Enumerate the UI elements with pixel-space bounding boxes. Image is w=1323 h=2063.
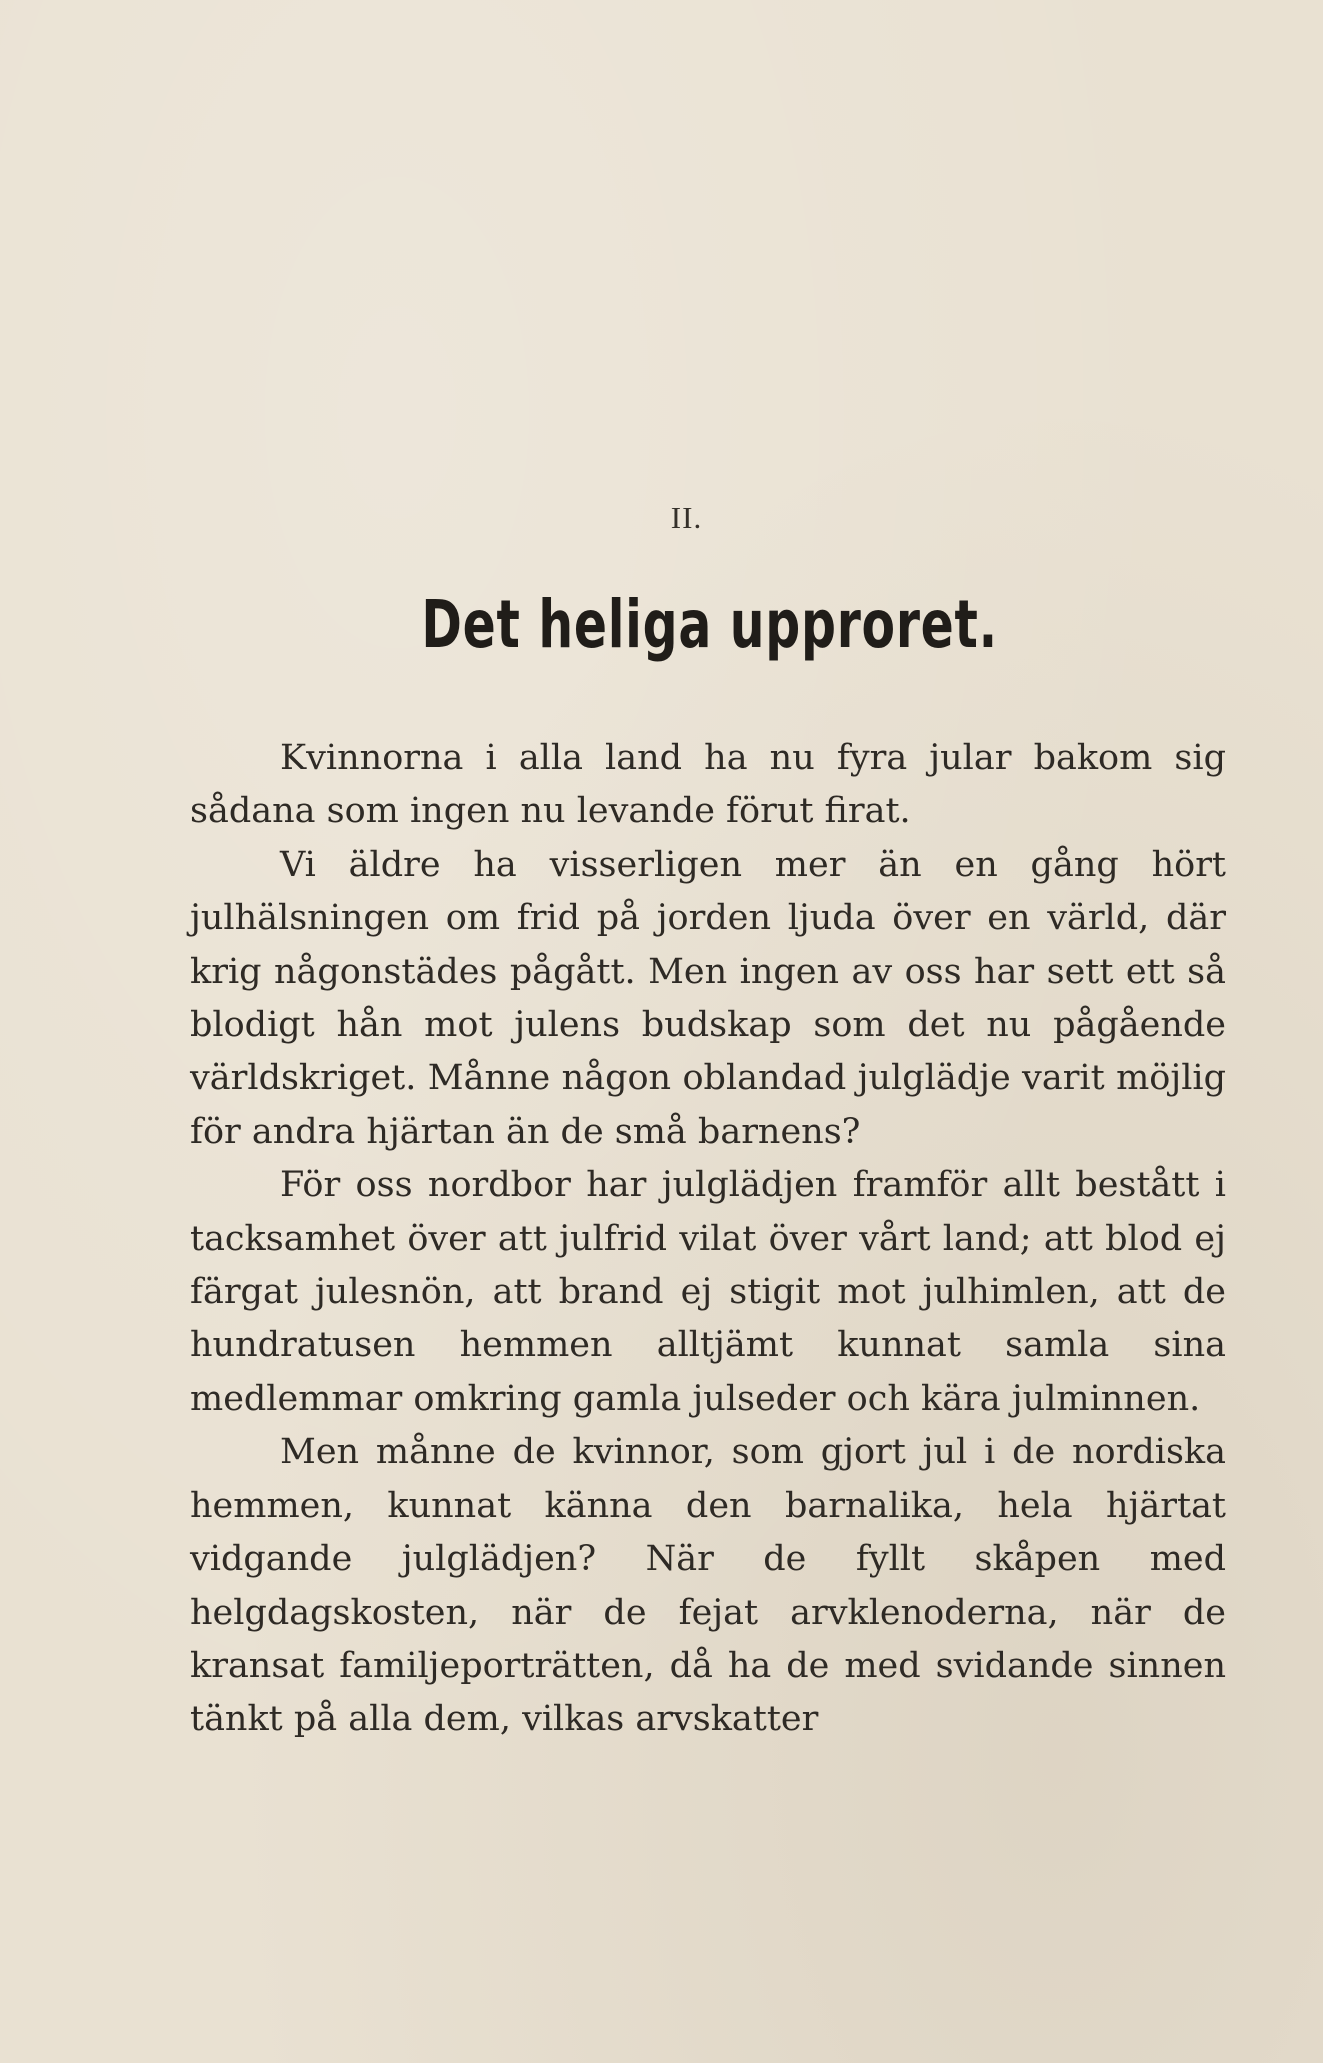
chapter-title: Det heliga upproret. [421,586,998,663]
paragraph: Vi äldre ha visserligen mer än en gång hört julhälsningen om frid på jorden ljuda över en värld, där krig någonstädes pågått. Men ingen av oss har sett ett så blodigt hån mot julens budskap som det nu pågående världskriget. Månne någon oblandad julglädje varit möjlig för andra hjärtan än de små barnens? [190,844,1226,1152]
paragraph: Men månne de kvinnor, som gjort jul i de nordiska hemmen, kunnat känna den barnalika, hela hjärtat vidgande julglädjen? När de fyllt skåpen med helgdagskosten, när de fejat arvklenoderna, när de kransat familjeporträtten, då ha de med svidande sinnen tänkt på alla dem, vilkas arvskatter [190,1432,1226,1740]
paragraph: Kvinnorna i alla land ha nu fyra jular bakom sig sådana som ingen nu levande förut firat. [190,738,1226,832]
body-text [190,732,1226,1747]
chapter-number: II. [670,500,703,535]
paragraph: För oss nordbor har julglädjen framför allt bestått i tacksamhet över att julfrid vilat över vårt land; att blod ej färgat julesnön, att brand ej stigit mot julhimlen, att de hundratusen hemmen alltjämt kunnat samla sina medlemmar omkring gamla julseder och kära julminnen. [190,1165,1226,1419]
